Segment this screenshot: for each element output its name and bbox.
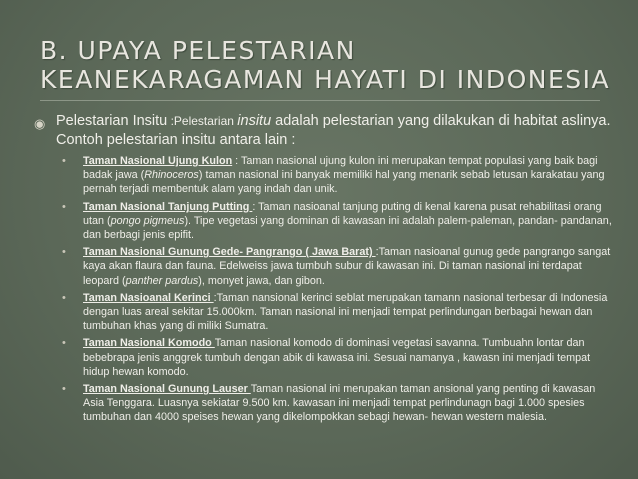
park-name: Taman Nasional Gunung Lauser <box>83 383 251 396</box>
park-name: Taman Nasional Komodo <box>83 337 215 350</box>
bullet-dot-icon: • <box>62 337 66 350</box>
main-text-b: adalah pelestarian yang dilakukan di habitat aslinya. Contoh pelestarian insitu antara lain : <box>56 113 611 148</box>
park-text-a: :Taman nansional kerinci seblat merupakan tamann nasional terbesar di Indonesia dengan luas areal sekitar 15.000km. Taman nasional ini menjadi tempat perlindungan berbagai hewan dan tumbuhan khas yang di miliki Sumatra. <box>83 291 608 333</box>
main-bullet <box>34 112 614 150</box>
park-name: Taman Nasional Gunung Gede- Pangrango ( Jawa Barat) <box>83 246 376 259</box>
bullet-dot-icon: • <box>62 200 66 213</box>
park-text-b: ), monyet jawa, dan gibon. <box>198 274 325 287</box>
park-text-italic: pongo pigmeus <box>110 214 185 227</box>
list-item <box>34 336 614 379</box>
slide-title <box>40 36 620 94</box>
list-item <box>34 200 614 243</box>
list-item <box>34 154 614 197</box>
main-text-italic: insitu <box>237 113 272 129</box>
park-text-b: ) taman nasional ini banyak memiliki hal yang menarik sebab letusan karakatau yang pernah terjadi membentuk alam yang indah dan unik. <box>83 169 605 196</box>
bullet-dot-icon: • <box>62 291 66 304</box>
list-item <box>34 382 614 425</box>
main-text-a: Pelestarian <box>173 114 238 128</box>
bullet-dot-icon: • <box>62 383 66 396</box>
park-text-italic: panther pardus <box>125 274 199 287</box>
circle-target-icon: ◉ <box>34 116 46 131</box>
park-text-a: Taman nasional ini merupakan taman ansional yang penting di kawasan Asia Tenggara. Luasnya sekiatar 9.500 km. kawasan ini menjadi tempat perlindunagn bagi 1.000 spesies tumbuhan dan 4000 speises hewan yang dikelompokkan sebagi hewan- hewan western malesia. <box>83 383 596 424</box>
park-list <box>34 154 614 425</box>
park-name: Taman Nasioanal Kerinci <box>83 291 214 304</box>
park-name: Taman Nasional Tanjung Putting <box>83 200 253 213</box>
park-text-a: :Taman nasioanal gunug gede pangrango sangat kaya akan flaura dan fauna. Edelweiss jawa tumbuh subur di kawasan ini. Di taman nasional ini terdapat leopard ( <box>83 246 611 287</box>
park-text-a: Taman nasional komodo di dominasi vegetasi savanna. Tumbuahn lontar dan bebebrapa jenis anggrek tumbuh dengan abik di kawasa ini. Sesuai namanya , kawasn ini menjadi tempat hidup hewan komodo. <box>83 337 591 378</box>
title-line-1: B. UPAYA PELESTARIAN <box>40 36 356 65</box>
slide-content <box>34 112 614 428</box>
park-text-italic: Rhinoceros <box>144 169 199 182</box>
title-line-2: KEANEKARAGAMAN HAYATI DI INDONESIA <box>40 65 611 94</box>
park-text-a: : Taman nasional ujung kulon ini merupakan tempat populasi yang baik bagi badak jawa ( <box>83 155 598 182</box>
park-name: Taman Nasional Ujung Kulon <box>83 155 233 167</box>
main-heading: Pelestarian Insitu <box>56 113 168 129</box>
main-colon: : <box>167 114 174 128</box>
list-item <box>34 291 614 334</box>
list-item <box>34 245 614 288</box>
bullet-dot-icon: • <box>62 155 66 167</box>
bullet-dot-icon: • <box>62 246 66 259</box>
park-text-b: ). Tipe vegetasi yang dominan di kawasan ini adalah palem-paleman, pandan- pandanan, dan berbagi jenis epifit. <box>83 214 612 242</box>
park-text-a: : Taman nasioanal tanjung puting di kenal karena pusat rehabilitasi orang utan ( <box>83 200 602 227</box>
title-divider <box>40 100 600 101</box>
